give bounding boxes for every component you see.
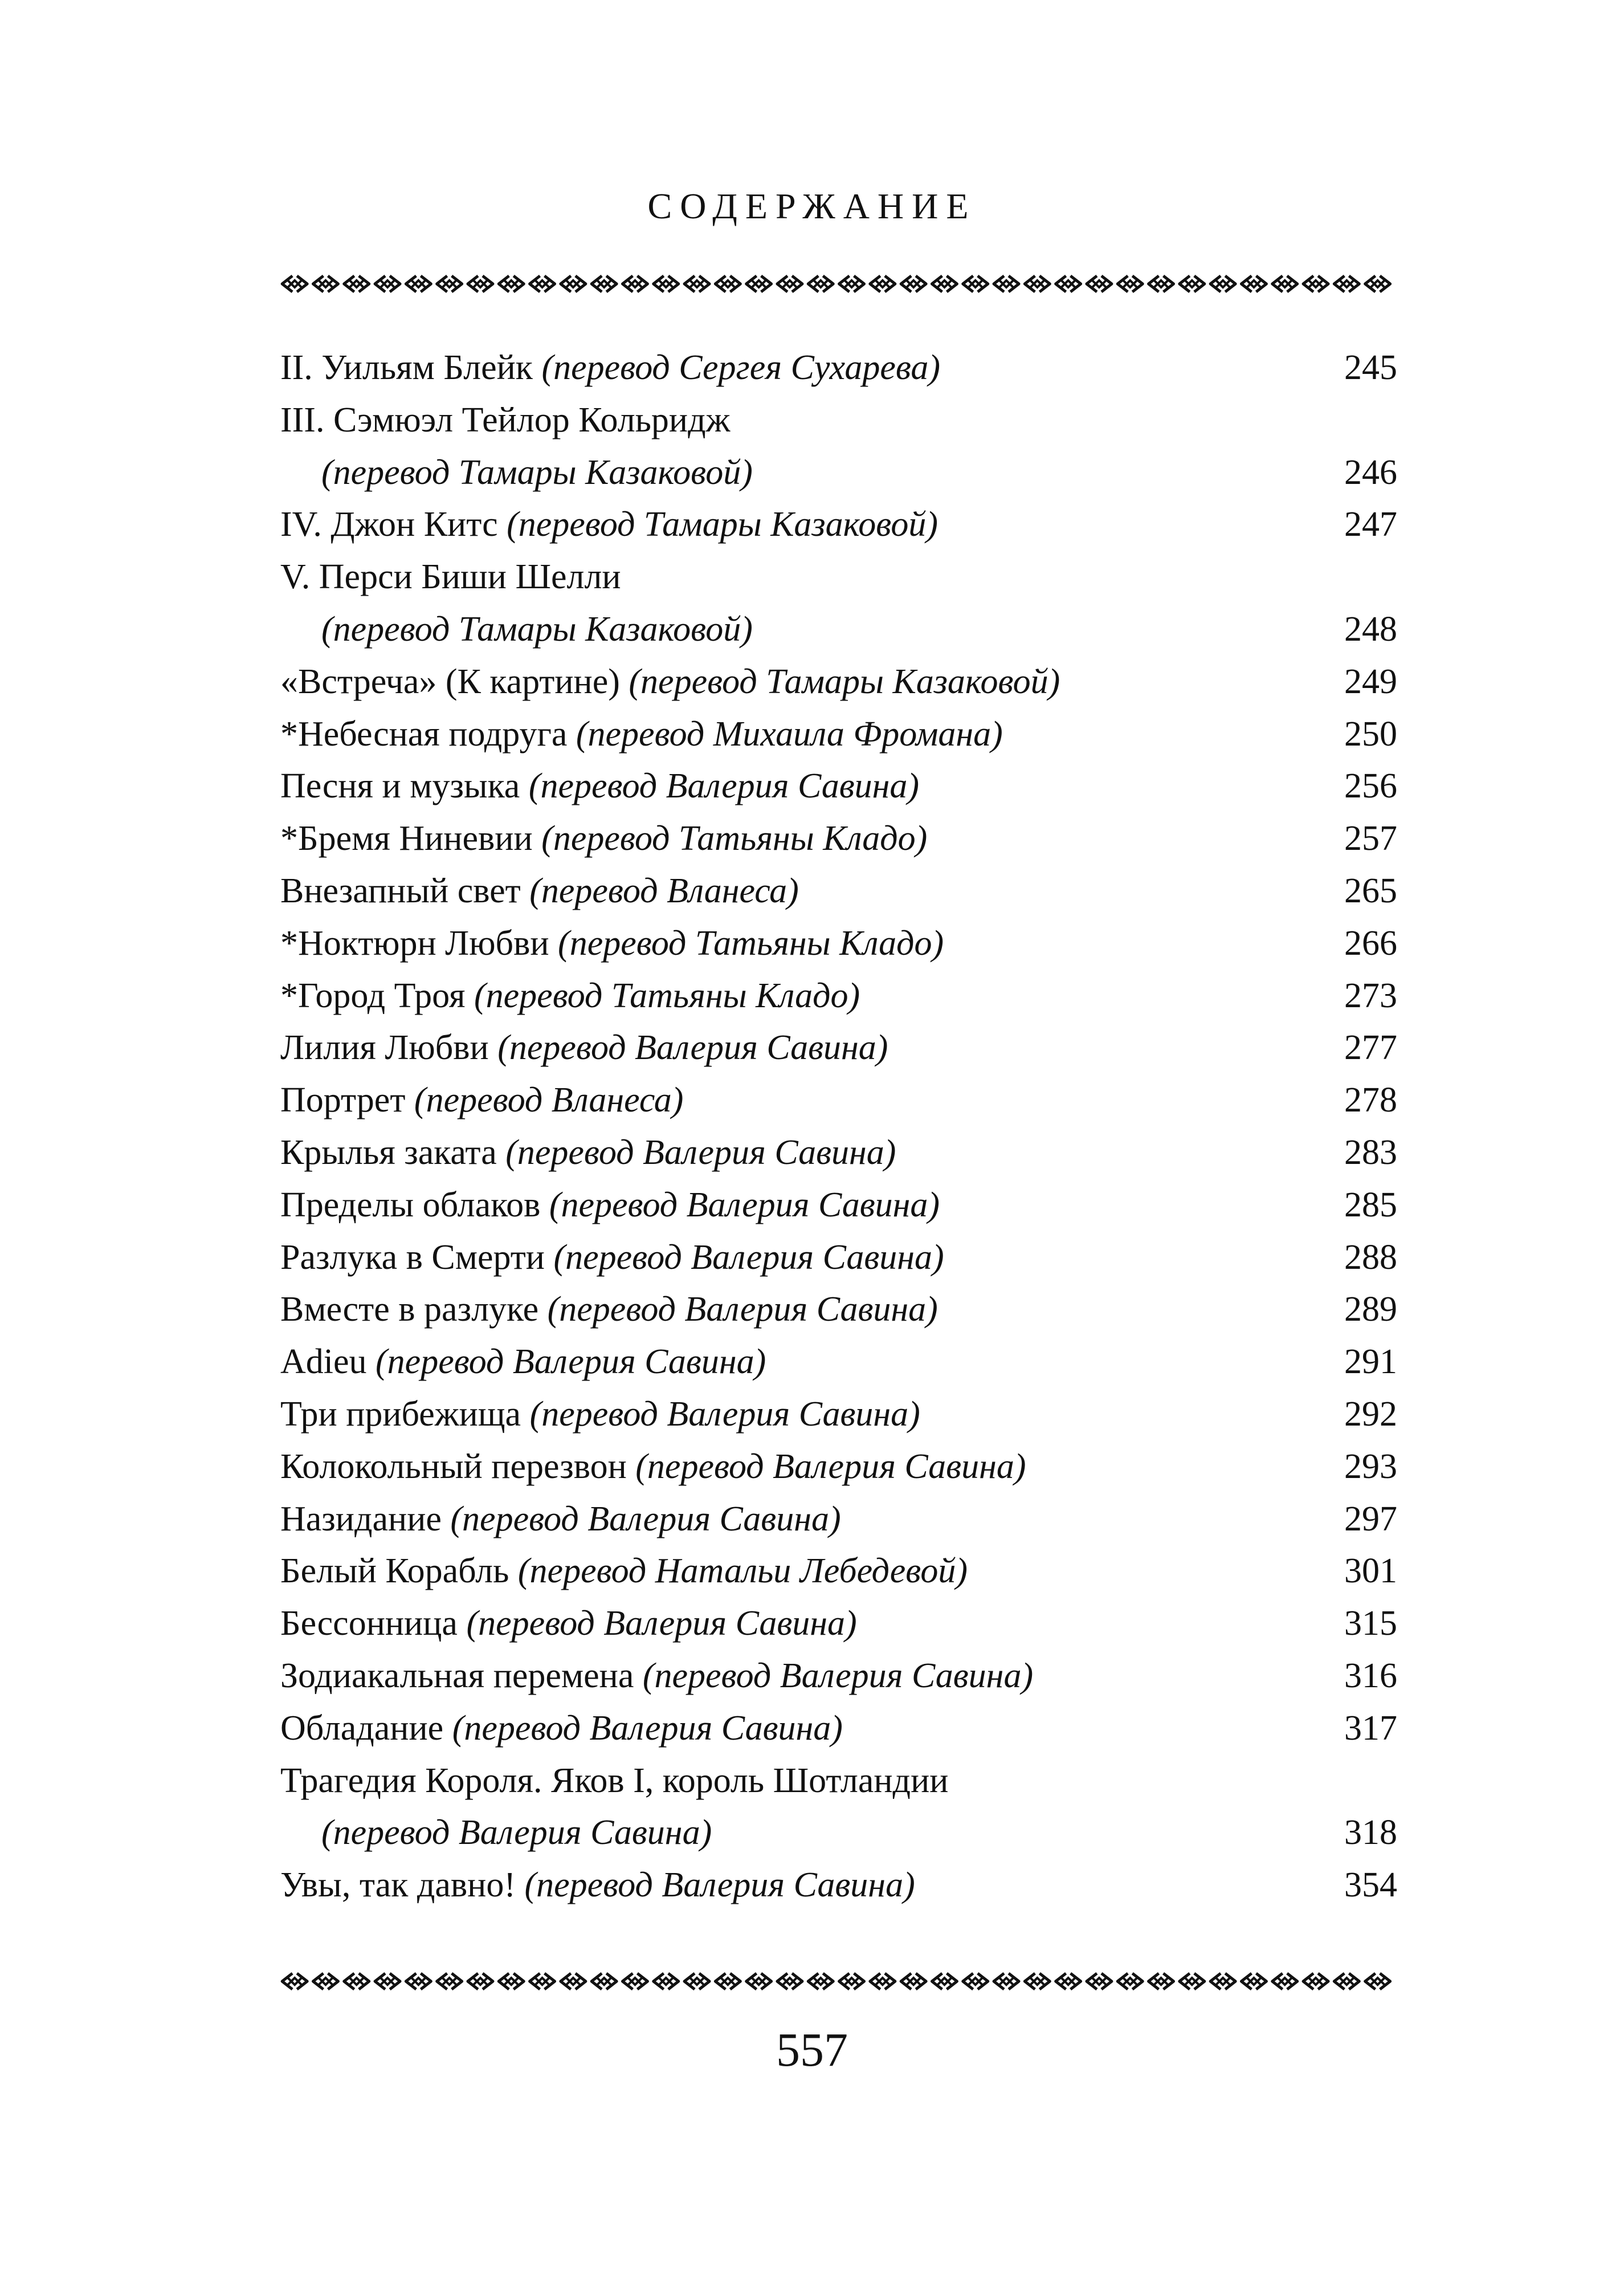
toc-entry	[280, 760, 1397, 813]
ornament-link-icon	[437, 276, 462, 292]
toc-entry-translator: (перевод Татьяны Кладо)	[558, 923, 944, 963]
toc-entry-page: 246	[1344, 453, 1397, 492]
toc-entry-text	[280, 1284, 938, 1336]
toc-entry-translator: (перевод Михаила Фромана)	[576, 714, 1003, 754]
ornament-link-icon	[375, 276, 400, 292]
toc-entry-translator: (перевод Вланеса)	[414, 1081, 684, 1120]
ornament-link-icon	[1117, 276, 1142, 292]
ornament-link-icon	[808, 1973, 833, 1989]
toc-entry	[280, 1179, 1397, 1232]
toc-entry-text	[280, 1179, 940, 1232]
ornament-link-icon	[1087, 1973, 1112, 1989]
table-of-contents	[280, 342, 1397, 1912]
ornament-link-icon	[1087, 276, 1112, 292]
toc-entry-page: 288	[1344, 1237, 1397, 1277]
toc-entry-title: Лилия Любви	[280, 1028, 498, 1068]
toc-entry-translator: (перевод Валерия Савина)	[452, 1708, 843, 1748]
toc-entry-title: II. Уильям Блейк	[280, 348, 542, 387]
toc-entry	[280, 604, 1397, 656]
toc-entry-text	[280, 604, 753, 656]
ornament-link-icon	[963, 1973, 988, 1989]
toc-entry-translator: (перевод Тамары Казаковой)	[321, 609, 753, 649]
bottom-ornament-icon	[279, 1970, 1393, 1993]
ornament-link-icon	[591, 1973, 617, 1989]
ornament-link-icon	[1025, 276, 1050, 292]
toc-entry	[280, 1650, 1397, 1703]
toc-entry	[280, 970, 1397, 1023]
toc-entry-text	[280, 1598, 857, 1650]
toc-entry	[280, 1284, 1397, 1336]
ornament-link-icon	[437, 1973, 462, 1989]
toc-entry-text	[280, 1389, 920, 1441]
ornament-link-icon	[1241, 276, 1266, 292]
top-ornament-icon	[279, 272, 1393, 295]
toc-entry-page: 250	[1344, 714, 1397, 754]
toc-entry-title: Разлука в Смерти	[280, 1237, 554, 1277]
toc-entry-title: Песня и музыка	[280, 767, 529, 806]
toc-entry-text	[280, 1232, 944, 1284]
toc-entry-text	[280, 551, 621, 604]
ornament-link-icon	[499, 276, 524, 292]
toc-entry	[280, 551, 1397, 604]
page-header: СОДЕРЖАНИЕ	[647, 186, 977, 226]
toc-entry-page: 248	[1344, 609, 1397, 649]
toc-entry-text	[280, 1493, 841, 1546]
ornament-link-icon	[1210, 1973, 1235, 1989]
toc-entry-text	[280, 1703, 843, 1755]
page-number: 557	[776, 2023, 848, 2077]
toc-entry	[280, 1493, 1397, 1546]
toc-entry-title: *Город Троя	[280, 976, 475, 1015]
toc-entry-text	[280, 447, 753, 499]
toc-entry	[280, 499, 1397, 551]
ornament-link-icon	[839, 276, 864, 292]
toc-entry-title: Трагедия Короля. Яков I, король Шотландии	[280, 1761, 949, 1800]
ornament-link-icon	[1303, 1973, 1328, 1989]
ornament-link-icon	[468, 276, 493, 292]
toc-entry-title: *Бремя Ниневии	[280, 819, 542, 858]
ornament-link-icon	[963, 276, 988, 292]
ornament-link-icon	[654, 276, 679, 292]
toc-entry	[280, 1807, 1397, 1859]
toc-entry-title: Adieu	[280, 1342, 376, 1382]
toc-entry-title: V. Перси Биши Шелли	[280, 557, 621, 597]
toc-entry-page: 318	[1344, 1813, 1397, 1852]
ornament-link-icon	[1241, 1973, 1266, 1989]
ornament-link-icon	[530, 276, 555, 292]
toc-entry-text	[280, 1022, 888, 1074]
ornament-link-icon	[561, 276, 586, 292]
ornament-link-icon	[591, 276, 617, 292]
ornament-link-icon	[715, 276, 740, 292]
toc-entry-page: 283	[1344, 1133, 1397, 1172]
toc-entry-title: Увы, так давно!	[280, 1866, 525, 1905]
toc-entry-page: 317	[1344, 1708, 1397, 1748]
ornament-link-icon	[561, 1973, 586, 1989]
ornament-link-icon	[1365, 276, 1390, 292]
ornament-link-icon	[1056, 276, 1081, 292]
ornament-link-icon	[313, 276, 338, 292]
toc-entry	[280, 1074, 1397, 1127]
toc-entry-page: 273	[1344, 976, 1397, 1015]
toc-entry	[280, 1703, 1397, 1755]
toc-entry-title: Три прибежища	[280, 1394, 530, 1434]
ornament-link-icon	[777, 1973, 802, 1989]
toc-entry-text	[280, 394, 730, 447]
toc-entry-translator: (перевод Валерия Савина)	[547, 1290, 938, 1329]
toc-entry-text	[280, 1755, 948, 1807]
toc-entry-translator: (перевод Валерия Савина)	[497, 1028, 888, 1068]
toc-entry-title: Зодиакальная перемена	[280, 1656, 643, 1695]
toc-entry-text	[280, 342, 940, 394]
toc-entry	[280, 1232, 1397, 1284]
toc-entry	[280, 447, 1397, 499]
toc-entry-title: Обладание	[280, 1708, 452, 1748]
ornament-link-icon	[654, 1973, 679, 1989]
ornament-link-icon	[1365, 1973, 1390, 1989]
toc-entry-translator: (перевод Валерия Савина)	[529, 1394, 920, 1434]
toc-entry-text	[280, 918, 944, 970]
toc-entry	[280, 1389, 1397, 1441]
toc-entry-page: 316	[1344, 1656, 1397, 1695]
toc-entry	[280, 342, 1397, 394]
toc-entry-page: 297	[1344, 1499, 1397, 1538]
toc-entry-text	[280, 1441, 1026, 1493]
toc-entry-translator: (перевод Валерия Савина)	[553, 1237, 944, 1277]
ornament-link-icon	[344, 1973, 369, 1989]
toc-entry	[280, 656, 1397, 709]
toc-entry-text	[280, 1859, 915, 1912]
ornament-link-icon	[1025, 1973, 1050, 1989]
ornament-link-icon	[406, 276, 431, 292]
toc-entry-translator: (перевод Валерия Савина)	[524, 1866, 915, 1905]
toc-entry-title: III. Сэмюэл Тейлор Кольридж	[280, 400, 731, 439]
toc-entry-page: 293	[1344, 1447, 1397, 1486]
ornament-link-icon	[1210, 276, 1235, 292]
toc-entry-title: Белый Корабль	[280, 1552, 518, 1591]
toc-entry	[280, 1859, 1397, 1912]
ornament-link-icon	[870, 1973, 895, 1989]
toc-entry	[280, 1441, 1397, 1493]
toc-entry-page: 278	[1344, 1081, 1397, 1120]
toc-entry	[280, 918, 1397, 970]
toc-entry-translator: (перевод Валерия Савина)	[466, 1604, 857, 1643]
ornament-link-icon	[375, 1973, 400, 1989]
toc-entry-title: «Встреча» (К картине)	[280, 662, 629, 701]
toc-entry-title: Колокольный перезвон	[280, 1447, 636, 1486]
ornament-link-icon	[468, 1973, 493, 1989]
toc-entry-text	[280, 865, 799, 918]
ornament-link-icon	[1117, 1973, 1142, 1989]
ornament-link-icon	[932, 276, 957, 292]
ornament-link-icon	[1272, 1973, 1297, 1989]
toc-entry-page: 256	[1344, 767, 1397, 806]
toc-entry-text	[280, 1545, 968, 1598]
toc-entry-title: *Ноктюрн Любви	[280, 923, 558, 963]
toc-entry-page: 247	[1344, 505, 1397, 544]
toc-entry-translator: (перевод Натальи Лебедевой)	[517, 1552, 968, 1591]
ornament-link-icon	[994, 1973, 1019, 1989]
toc-entry-text	[280, 1650, 1033, 1703]
ornament-link-icon	[808, 276, 833, 292]
toc-entry-text	[280, 1127, 896, 1179]
toc-entry	[280, 1127, 1397, 1179]
toc-entry	[280, 1755, 1397, 1807]
ornament-link-icon	[901, 276, 926, 292]
toc-entry-page: 265	[1344, 871, 1397, 910]
ornament-link-icon	[282, 276, 307, 292]
toc-entry	[280, 1545, 1397, 1598]
toc-entry	[280, 1336, 1397, 1389]
toc-entry-text	[280, 499, 938, 551]
toc-entry-page: 257	[1344, 819, 1397, 858]
toc-entry-text	[280, 1336, 766, 1389]
ornament-link-icon	[282, 1973, 307, 1989]
toc-entry-translator: (перевод Тамары Казаковой)	[629, 662, 1060, 701]
toc-entry-text	[280, 970, 860, 1023]
toc-entry-title: Крылья заката	[280, 1133, 506, 1172]
ornament-link-icon	[684, 1973, 709, 1989]
toc-entry-text	[280, 1074, 683, 1127]
toc-entry-translator: (перевод Валерия Савина)	[450, 1499, 841, 1538]
toc-entry-translator: (перевод Валерия Савина)	[642, 1656, 1034, 1695]
toc-entry-translator: (перевод Валерия Савина)	[635, 1447, 1026, 1486]
toc-entry-title: Портрет	[280, 1081, 414, 1120]
toc-entry-translator: (перевод Валерия Савина)	[376, 1342, 766, 1382]
toc-entry-translator: (перевод Валерия Савина)	[549, 1185, 940, 1224]
ornament-link-icon	[1056, 1973, 1081, 1989]
ornament-link-icon	[1334, 276, 1359, 292]
ornament-link-icon	[622, 276, 647, 292]
toc-entry-page: 245	[1344, 348, 1397, 387]
toc-entry	[280, 709, 1397, 761]
toc-entry-text	[280, 813, 927, 865]
toc-entry-translator: (перевод Татьяны Кладо)	[474, 976, 860, 1015]
ornament-link-icon	[499, 1973, 524, 1989]
ornament-link-icon	[994, 276, 1019, 292]
ornament-link-icon	[932, 1973, 957, 1989]
toc-entry-title: Назидание	[280, 1499, 451, 1538]
ornament-link-icon	[746, 276, 772, 292]
toc-entry-translator: (перевод Сергея Сухарева)	[541, 348, 940, 387]
ornament-link-icon	[313, 1973, 338, 1989]
toc-entry-translator: (перевод Валерия Савина)	[505, 1133, 896, 1172]
toc-entry-page: 249	[1344, 662, 1397, 701]
toc-entry-page: 266	[1344, 923, 1397, 963]
toc-entry-title: IV. Джон Китс	[280, 505, 507, 544]
toc-entry-page: 292	[1344, 1394, 1397, 1434]
toc-entry-page: 285	[1344, 1185, 1397, 1224]
toc-entry-text	[280, 656, 1060, 709]
toc-entry-page: 315	[1344, 1604, 1397, 1643]
toc-entry-page: 289	[1344, 1290, 1397, 1329]
toc-entry-title: Бессонница	[280, 1604, 467, 1643]
toc-entry-translator: (перевод Тамары Казаковой)	[507, 505, 938, 544]
ornament-link-icon	[406, 1973, 431, 1989]
ornament-link-icon	[1303, 276, 1328, 292]
toc-entry-text	[280, 709, 1003, 761]
ornament-link-icon	[1334, 1973, 1359, 1989]
toc-entry-title: Внезапный свет	[280, 871, 530, 910]
ornament-link-icon	[1149, 1973, 1174, 1989]
toc-entry-translator: (перевод Вланеса)	[529, 871, 799, 910]
toc-entry	[280, 394, 1397, 447]
toc-entry-page: 277	[1344, 1028, 1397, 1068]
ornament-link-icon	[344, 276, 369, 292]
ornament-link-icon	[715, 1973, 740, 1989]
toc-entry-text	[280, 760, 919, 813]
ornament-link-icon	[1149, 276, 1174, 292]
ornament-link-icon	[901, 1973, 926, 1989]
toc-entry-title: Вместе в разлуке	[280, 1290, 548, 1329]
ornament-link-icon	[870, 276, 895, 292]
toc-entry-translator: (перевод Валерия Савина)	[528, 767, 920, 806]
toc-entry	[280, 1022, 1397, 1074]
toc-entry-page: 291	[1344, 1342, 1397, 1382]
ornament-link-icon	[1180, 276, 1205, 292]
ornament-link-icon	[684, 276, 709, 292]
ornament-link-icon	[1272, 276, 1297, 292]
toc-entry-translator: (перевод Валерия Савина)	[321, 1813, 712, 1852]
toc-entry-text	[280, 1807, 712, 1859]
ornament-link-icon	[777, 276, 802, 292]
toc-entry-page: 301	[1344, 1552, 1397, 1591]
ornament-link-icon	[530, 1973, 555, 1989]
toc-entry-page: 354	[1344, 1866, 1397, 1905]
ornament-link-icon	[839, 1973, 864, 1989]
ornament-link-icon	[622, 1973, 647, 1989]
ornament-link-icon	[746, 1973, 772, 1989]
toc-entry-title: Пределы облаков	[280, 1185, 549, 1224]
toc-entry-title: *Небесная подруга	[280, 714, 576, 754]
toc-entry	[280, 813, 1397, 865]
toc-entry	[280, 1598, 1397, 1650]
ornament-link-icon	[1180, 1973, 1205, 1989]
toc-entry-translator: (перевод Татьяны Кладо)	[541, 819, 928, 858]
toc-entry-translator: (перевод Тамары Казаковой)	[321, 453, 753, 492]
toc-entry	[280, 865, 1397, 918]
